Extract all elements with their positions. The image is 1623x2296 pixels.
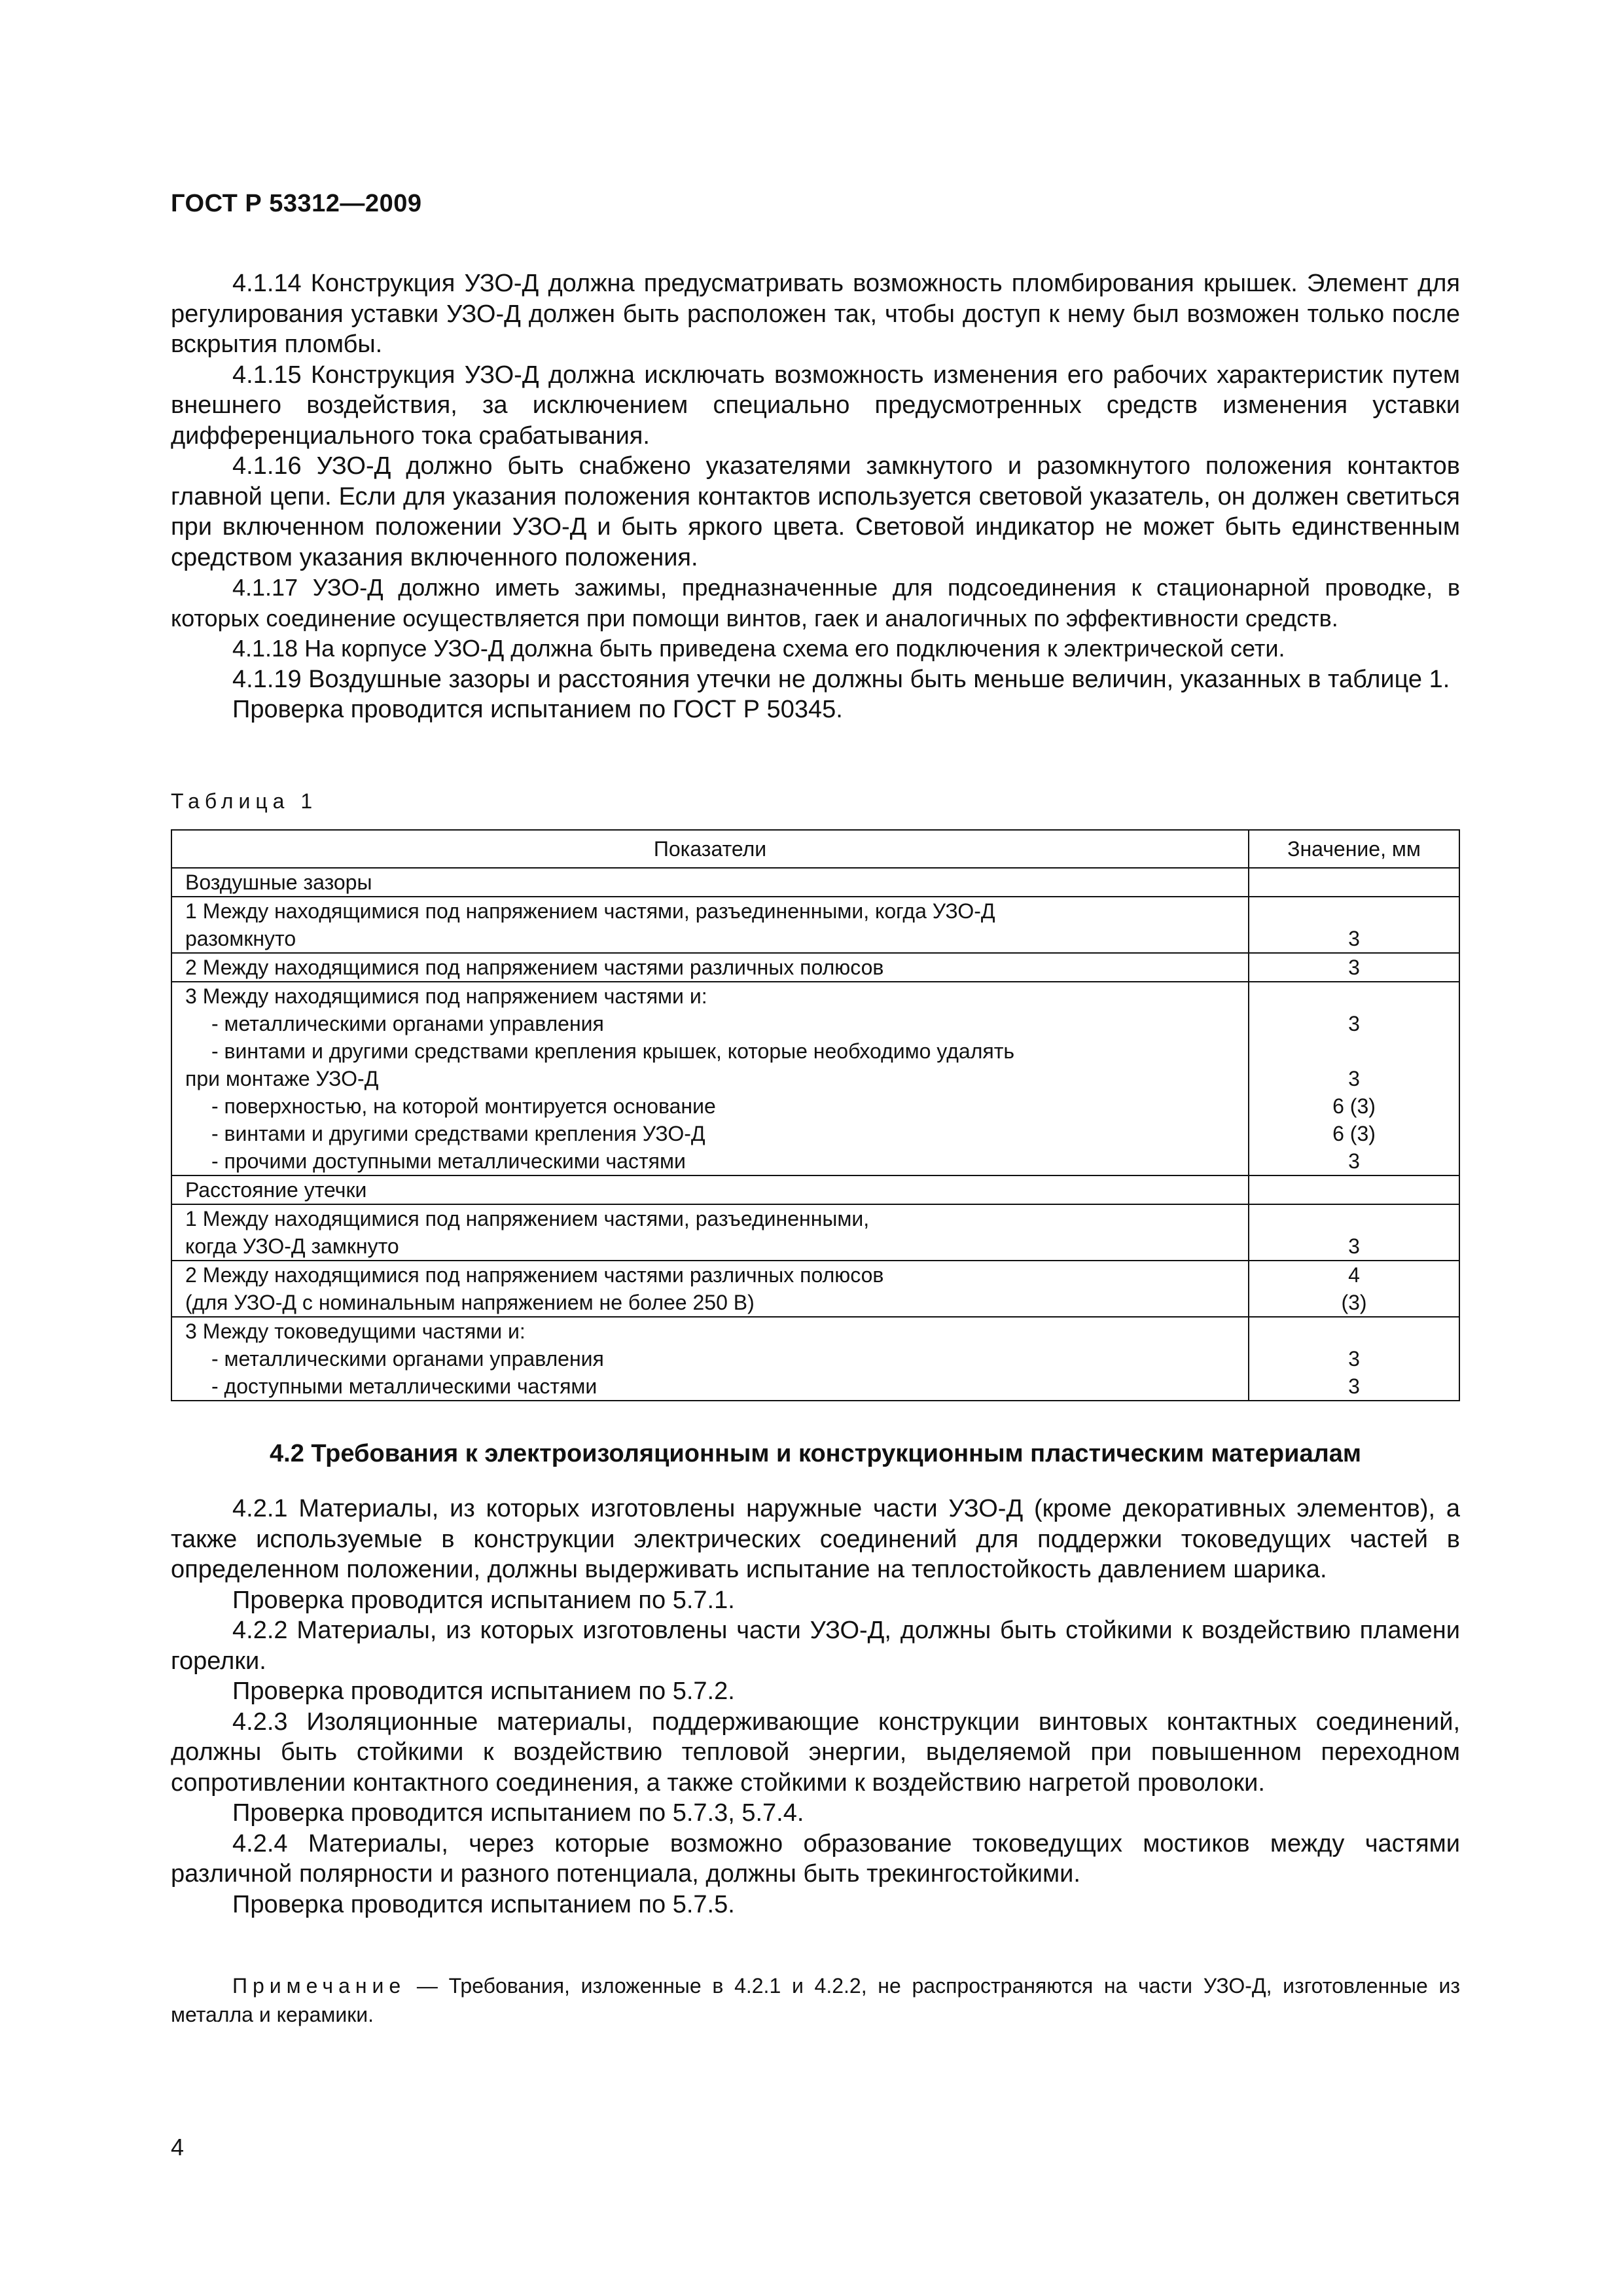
value-line [1249, 982, 1459, 1010]
paragraph: Проверка проводится испытанием по 5.7.3, 5.7.4. [232, 1799, 804, 1827]
value-line: 6 (3) [1332, 1094, 1376, 1118]
value-line: 3 [1348, 1374, 1360, 1398]
parameter-line: - винтами и другими средствами крепления УЗО-Д [211, 1122, 705, 1145]
note-text: — Требования, изложенные в 4.2.1 и 4.2.2, не распространяются на части УЗО-Д, изготовленные из металла и керамики. [171, 1974, 1460, 2026]
parameter-line: 3 Между находящимися под напряжением частями и: [185, 984, 707, 1008]
value-line: 3 [1348, 1067, 1360, 1090]
note [171, 1971, 1460, 2029]
value-line: 3 [1348, 927, 1360, 950]
value-cell [1249, 1175, 1459, 1204]
parameter-line: - доступными металлическими частями [211, 1374, 597, 1398]
parameter-line: 1 Между находящимися под напряжением частями, разъединенными, когда УЗО-Д [185, 899, 995, 923]
parameter-cell [171, 868, 1249, 897]
paragraph: 4.1.17 УЗО-Д должно иметь зажимы, предназначенные для подсоединения к стационарной проводке, в которых соединение осуществляется при помощи винтов, гаек и аналогичных по эффективности средств. [171, 574, 1460, 632]
document-header: ГОСТ Р 53312—2009 [171, 190, 422, 217]
value-line [1249, 897, 1459, 925]
table-caption: Таблица 1 [171, 789, 318, 813]
parameter-cell [171, 982, 1249, 1175]
data-table [171, 829, 1460, 1401]
value-line: 3 [1348, 1234, 1360, 1258]
paragraph: 4.2.4 Материалы, через которые возможно образование токоведущих мостиков между частями различной полярности и разного потенциала, должны быть трекингостойкими. [171, 1829, 1460, 1888]
header-parameter: Показатели [171, 830, 1249, 868]
parameter-line: Воздушные зазоры [185, 870, 372, 894]
paragraph: 4.2.1 Материалы, из которых изготовлены наружные части УЗО-Д (кроме декоративных элементов), а также используемые в конструкции электрических соединений для поддержки токоведущих частей в определенном положении, должны выдерживать испытание на теплостойкость давлением шарика. [171, 1495, 1460, 1583]
table-row [171, 1175, 1459, 1204]
parameter-cell [171, 953, 1249, 982]
paragraph: 4.1.19 Воздушные зазоры и расстояния утечки не должны быть меньше величин, указанных в таблице 1. [232, 665, 1450, 693]
parameter-line: - поверхностью, на которой монтируется основание [211, 1094, 716, 1118]
parameter-line: 2 Между находящимися под напряжением частями различных полюсов [185, 956, 884, 979]
table-row [171, 953, 1459, 982]
parameter-line: когда УЗО-Д замкнуто [185, 1234, 399, 1258]
parameter-cell [171, 1204, 1249, 1261]
paragraph: 4.1.14 Конструкция УЗО-Д должна предусматривать возможность пломбирования крышек. Элемент для регулирования уставки УЗО-Д должен быть расположен так, чтобы доступ к нему был возможен только после вскрытия пломбы. [171, 270, 1460, 358]
value-cell [1249, 868, 1459, 897]
parameter-line: при монтаже УЗО-Д [185, 1067, 379, 1090]
table-row [171, 1317, 1459, 1401]
value-cell [1249, 1204, 1459, 1261]
table-row [171, 868, 1459, 897]
value-line [1249, 869, 1459, 896]
note-label: Примечание [232, 1974, 406, 1998]
paragraph: 4.2.3 Изоляционные материалы, поддерживающие конструкции винтовых контактных соединений, должны быть стойкими к воздействию тепловой энергии, выделяемой при повышенном переходном сопротивлении контактного соединения, а также стойкими к воздействию нагретой проволоки. [171, 1708, 1460, 1797]
bottom-paragraphs [171, 1494, 1460, 1920]
value-line: 3 [1348, 1149, 1360, 1173]
value-cell [1249, 953, 1459, 982]
table-row [171, 1261, 1459, 1317]
parameter-line: - прочими доступными металлическими частями [211, 1149, 686, 1173]
value-line: (3) [1341, 1291, 1367, 1314]
value-line: 6 (3) [1332, 1122, 1376, 1145]
value-cell [1249, 1317, 1459, 1401]
parameter-line: разомкнуто [185, 927, 296, 950]
table-body [171, 868, 1459, 1401]
value-line [1249, 1205, 1459, 1232]
paragraph: 4.1.16 УЗО-Д должно быть снабжено указателями замкнутого и разомкнутого положения контактов главной цепи. Если для указания положения контактов используется световой указатель, он должен светиться при включенном положении УЗО-Д и быть яркого цвета. Световой индикатор не может быть единственным средством указания включенного положения. [171, 452, 1460, 571]
header-value: Значение, мм [1249, 830, 1459, 868]
parameter-line: (для УЗО-Д с номинальным напряжением не более 250 В) [185, 1291, 755, 1314]
table-row [171, 982, 1459, 1175]
table-header-row [171, 830, 1459, 868]
value-line [1249, 1176, 1459, 1204]
parameter-cell [171, 1175, 1249, 1204]
page-number: 4 [171, 2134, 185, 2161]
paragraph: 4.1.18 На корпусе УЗО-Д должна быть приведена схема его подключения к электрической сети. [232, 635, 1285, 662]
value-line: 3 [1348, 1012, 1360, 1035]
parameter-line: Расстояние утечки [185, 1178, 367, 1202]
parameter-line: - винтами и другими средствами крепления крышек, которые необходимо удалять [211, 1039, 1015, 1063]
value-cell [1249, 1261, 1459, 1317]
parameter-line: 1 Между находящимися под напряжением частями, разъединенными, [185, 1207, 870, 1230]
top-paragraphs [171, 268, 1460, 725]
paragraph: 4.2.2 Материалы, из которых изготовлены части УЗО-Д, должны быть стойкими к воздействию пламени горелки. [171, 1617, 1460, 1675]
paragraph: Проверка проводится испытанием по 5.7.5. [232, 1890, 735, 1918]
value-cell [1249, 982, 1459, 1175]
parameter-line: - металлическими органами управления [211, 1347, 604, 1371]
value-line: 3 [1348, 956, 1360, 979]
section-title: 4.2 Требования к электроизоляционным и конструкционным пластическим материалам [270, 1440, 1361, 1467]
parameter-line: 3 Между токоведущими частями и: [185, 1319, 526, 1343]
table-row [171, 1204, 1459, 1261]
paragraph: 4.1.15 Конструкция УЗО-Д должна исключать возможность изменения его рабочих характеристик путем внешнего воздействия, за исключением специально предусмотренных средств изменения уставки дифференциального тока срабатывания. [171, 361, 1460, 450]
parameter-line: 2 Между находящимися под напряжением частями различных полюсов [185, 1263, 884, 1287]
value-cell [1249, 897, 1459, 953]
parameter-cell [171, 1261, 1249, 1317]
paragraph: Проверка проводится испытанием по 5.7.2. [232, 1677, 735, 1705]
value-line [1249, 1037, 1459, 1065]
paragraph: Проверка проводится испытанием по 5.7.1. [232, 1586, 735, 1614]
parameter-line: - металлическими органами управления [211, 1012, 604, 1035]
paragraph: Проверка проводится испытанием по ГОСТ Р 50345. [232, 696, 843, 723]
value-line: 3 [1348, 1347, 1360, 1371]
table-row [171, 897, 1459, 953]
parameter-cell [171, 897, 1249, 953]
value-line [1249, 1318, 1459, 1345]
parameter-cell [171, 1317, 1249, 1401]
value-line: 4 [1348, 1263, 1360, 1287]
